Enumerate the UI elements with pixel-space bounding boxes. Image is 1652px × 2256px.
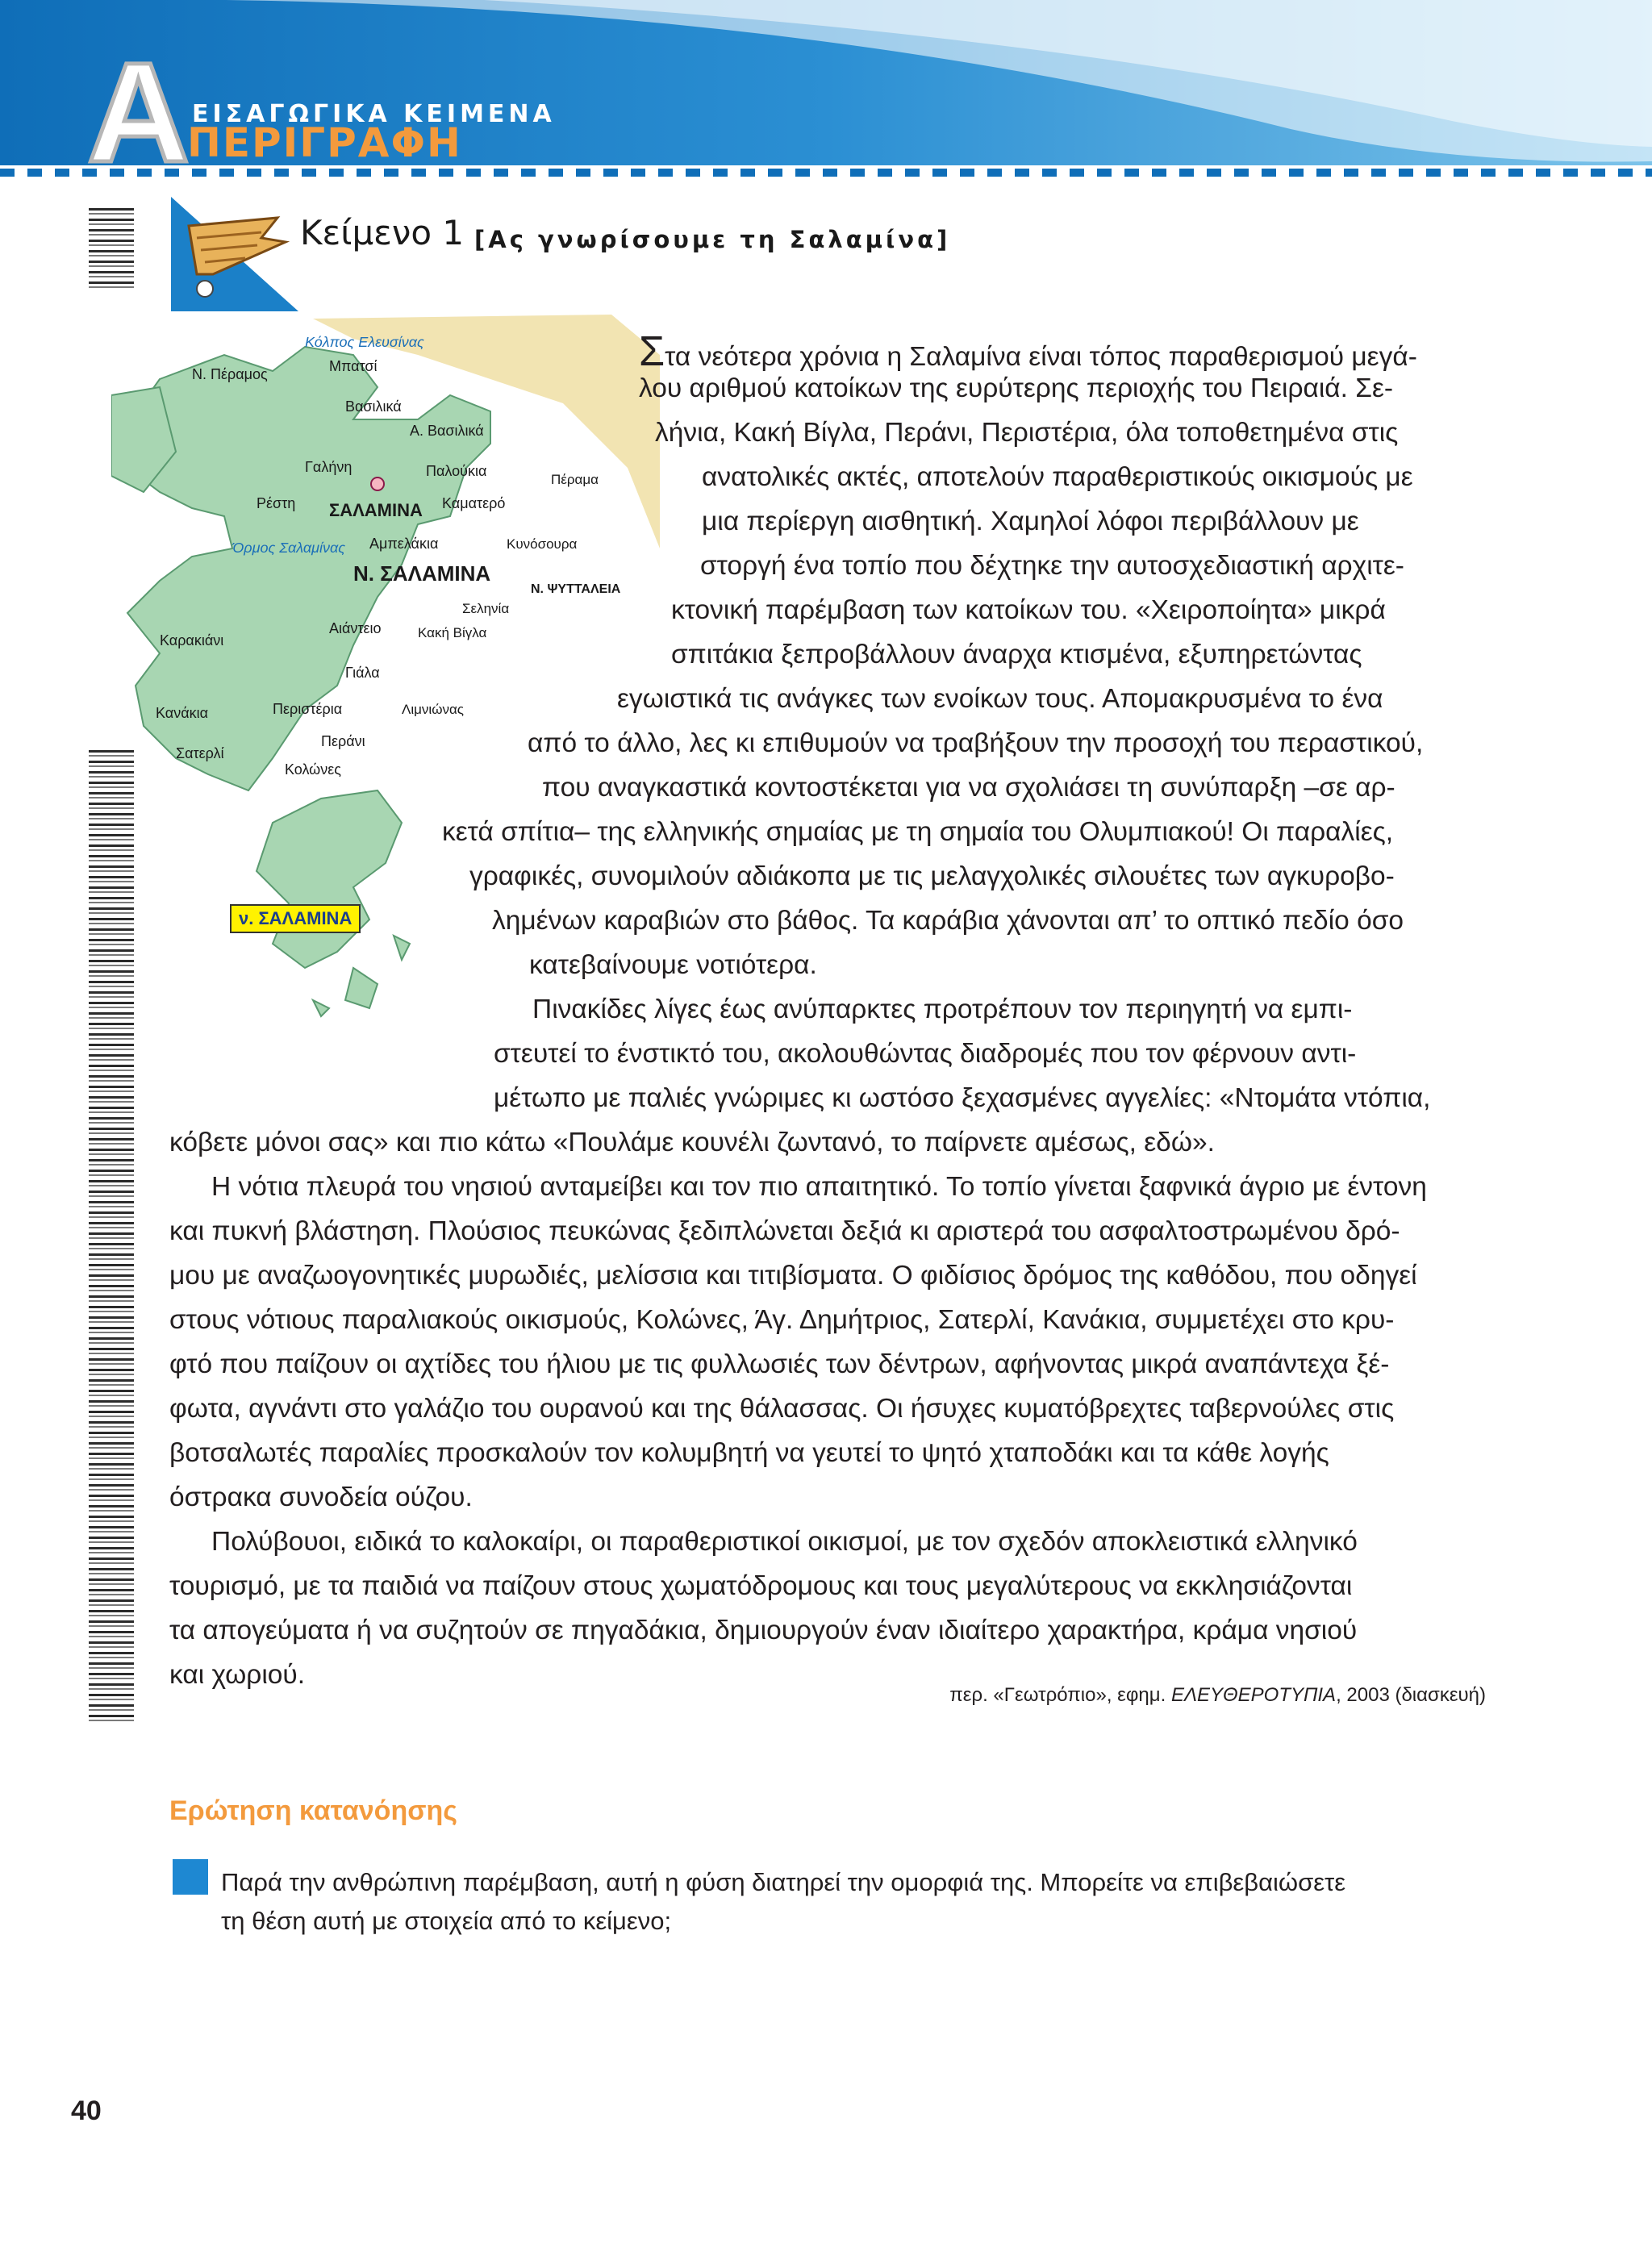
svg-text:Αιάντειο: Αιάντειο: [329, 620, 382, 636]
text-line-18: μέτωπο με παλιές γνώριμες κι ωστόσο ξεχασμένες αγγελίες: «Ντομάτα ντόπια,: [494, 1083, 1431, 1113]
text-line-19: κόβετε μόνοι σας» και πιο κάτω «Πουλάμε κουνέλι ζωντανό, το παίρνετε αμέσως, εδώ».: [169, 1128, 1215, 1157]
text-line-21: και πυκνή βλάστηση. Πλούσιος πευκώνας ξεδιπλώνεται δεξιά κι αριστερά του ασφαλτοστρωμένου δρό-: [169, 1216, 1400, 1246]
text-line-25: φωτα, αγνάντι στο γαλάζιο του ουρανού και της θάλασσας. Οι ήσυχες κυματόβρεχτες ταβερνούλες στις: [169, 1394, 1395, 1424]
section-title: ΠΕΡΙΓΡΑΦΗ: [187, 119, 462, 166]
svg-text:Κανάκια: Κανάκια: [156, 705, 209, 721]
text-line-31: και χωριού.: [169, 1660, 306, 1690]
question-text-line-1: Παρά την ανθρώπινη παρέμβαση, αυτή η φύση διατηρεί την ομορφιά της. Μπορείτε να επιβεβαιώσετε: [221, 1868, 1346, 1896]
text-line-28: Πολύβουοι, ειδικά το καλοκαίρι, οι παραθεριστικοί οικισμοί, με τον σχεδόν αποκλειστικά ελληνικό: [211, 1527, 1358, 1557]
text-line-12: κετά σπίτια– της ελληνικής σημαίας με τη σημαία του Ολυμπιακού! Οι παραλίες,: [442, 817, 1394, 847]
text-line-6: στοργή ένα τοπίο που δέχτηκε την αυτοσχεδιαστική αρχιτε-: [700, 551, 1404, 581]
svg-text:Λιμνιώνας: Λιμνιώνας: [402, 702, 464, 717]
svg-text:Ν. ΨΥΤΤΑΛΕΙΑ: Ν. ΨΥΤΤΑΛΕΙΑ: [531, 582, 621, 596]
svg-text:Κυνόσουρα: Κυνόσουρα: [507, 536, 578, 552]
svg-text:Παλούκια: Παλούκια: [426, 463, 487, 479]
text-line-30: τα απογεύματα ή να συζητούν σε πηγαδάκια, δημιουργούν έναν ιδιαίτερο χαρακτήρα, κράμα νησιού: [169, 1616, 1358, 1645]
text-line-3: λήνια, Κακή Βίγλα, Περάνι, Περιστέρια, όλα τοποθετημένα στις: [655, 418, 1399, 448]
text-line-8: σπιτάκια ξεπροβάλλουν άναρχα κτισμένα, εξυπηρετώντας: [671, 640, 1362, 669]
text-line-11: που αναγκαστικά κοντοστέκεται για να σχολιάσει τη συνύπαρξη –σε αρ-: [542, 773, 1395, 803]
svg-text:Αμπελάκια: Αμπελάκια: [369, 536, 439, 552]
svg-text:Ρέστη: Ρέστη: [257, 495, 296, 511]
text-line-5: μια περίεργη αισθητική. Χαμηλοί λόφοι περιβάλλουν με: [702, 507, 1359, 536]
page-number: 40: [71, 2095, 102, 2126]
text-line-26: βοτσαλωτές παραλίες προσκαλούν τον κολυμβητή να γευτεί το ψητό χταποδάκι και τα κάθε λογής: [169, 1438, 1329, 1468]
text-line-7: κτονική παρέμβαση των κατοίκων του. «Χειροποίητα» μικρά: [671, 595, 1386, 625]
svg-text:Κολώνες: Κολώνες: [285, 761, 341, 778]
svg-text:Πέραμα: Πέραμα: [551, 472, 599, 487]
question-text-line-2: τη θέση αυτή με στοιχεία από το κείμενο;: [221, 1907, 672, 1935]
text-line-24: φτό που παίζουν οι αχτίδες του ήλιου με τις φυλλωσιές των δέντρων, αφήνοντας μικρά αναπάντεχα ξέ-: [169, 1349, 1390, 1379]
text-line-2: λου αριθμού κατοίκων της ευρύτερης περιοχής του Πειραιά. Σε-: [639, 373, 1394, 403]
drop-cap: Σ: [639, 328, 665, 375]
svg-text:Περιστέρια: Περιστέρια: [273, 701, 343, 717]
svg-text:Σατερλί: Σατερλί: [176, 745, 224, 761]
text-line-10: από το άλλο, λες κι επιθυμούν να τραβήξουν την προσοχή του περαστικού,: [528, 728, 1424, 758]
spiral-binding-top: [89, 208, 134, 289]
svg-text:Α. Βασιλικά: Α. Βασιλικά: [410, 423, 484, 439]
text-line-14: λημένων καραβιών στο βάθος. Τα καράβια χάνονται απ’ το οπτικό πεδίο όσο: [492, 906, 1404, 936]
svg-text:Περάνι: Περάνι: [321, 733, 365, 749]
svg-text:Όρμος Σαλαμίνας: Όρμος Σαλαμίνας: [232, 540, 346, 556]
svg-text:Κακή Βίγλα: Κακή Βίγλα: [418, 625, 487, 640]
svg-text:Βασιλικά: Βασιλικά: [345, 398, 402, 415]
svg-text:Κόλπος Ελευσίνας: Κόλπος Ελευσίνας: [305, 334, 424, 350]
text-subtitle: [Ας γνωρίσουμε τη Σαλαμίνα]: [474, 226, 951, 253]
text-line-13: γραφικές, συνομιλούν αδιάκοπα με τις μελαγχολικές σιλουέτες των αγκυροβο-: [469, 861, 1395, 891]
source-citation: περ. «Γεωτρόπιο», εφημ. ΕΛΕΥΘΕΡΟΤΥΠΙΑ, 2003 (διασκευή): [949, 1684, 1486, 1706]
text-line-17: στευτεί το ένστικτό του, ακολουθώντας διαδρομές που τον φέρνουν αντι-: [494, 1039, 1357, 1069]
text-line-22: μου με αναζωογονητικές μυρωδιές, μελίσσια και τιτιβίσματα. Ο φιδίσιος δρόμος της καθόδου, που οδηγεί: [169, 1261, 1417, 1291]
inset-label: ν. ΣΑΛΑΜΙΝΑ: [239, 908, 353, 928]
question-bullet-icon: [173, 1859, 208, 1895]
chapter-header: [0, 0, 1652, 192]
section-label: ΕΙΣΑΓΩΓΙΚΑ ΚΕΙΜΕΝΑ: [192, 100, 556, 128]
svg-text:Ν. Πέραμος: Ν. Πέραμος: [192, 366, 268, 382]
text-line-29: τουρισμό, με τα παιδιά να παίζουν στους χωματόδρομους και τους μεγαλύτερους να εκκλησιάζονται: [169, 1571, 1353, 1601]
svg-text:Σεληνία: Σεληνία: [462, 601, 510, 616]
question-heading: Ερώτηση κατανόησης: [169, 1795, 457, 1826]
svg-text:Ν. ΣΑΛΑΜΙΝΑ: Ν. ΣΑΛΑΜΙΝΑ: [353, 561, 491, 586]
text-line-16: Πινακίδες λίγες έως ανύπαρκτες προτρέπουν τον περιηγητή να εμπι-: [532, 995, 1353, 1024]
svg-text:ΣΑΛΑΜΙΝΑ: ΣΑΛΑΜΙΝΑ: [329, 500, 423, 520]
text-line-1: Στα νεότερα χρόνια η Σαλαμίνα είναι τόπος παραθερισμού μεγά-: [639, 328, 1417, 375]
text-line-4: ανατολικές ακτές, αποτελούν παραθεριστικούς οικισμούς με: [702, 462, 1413, 492]
reading-icon: [165, 194, 302, 315]
text-line-23: στους νότιους παραλιακούς οικισμούς, Κολώνες, Άγ. Δημήτριος, Σατερλί, Κανάκια, συμμετέχει στο κρυ-: [169, 1305, 1395, 1335]
text-title: Κείμενο 1: [300, 213, 465, 252]
text-line-20: Η νότια πλευρά του νησιού ανταμείβει και τον πιο απαιτητικό. Το τοπίο γίνεται ξαφνικά άγριο με έντονη: [211, 1172, 1427, 1202]
svg-text:Καματερό: Καματερό: [442, 495, 506, 511]
text-line-27: όστρακα συνοδεία ούζου.: [169, 1482, 473, 1512]
svg-text:Γιάλα: Γιάλα: [345, 665, 380, 681]
text-line-15: κατεβαίνουμε νοτιότερα.: [529, 950, 817, 980]
chapter-letter: Α: [87, 34, 190, 192]
svg-text:Μπατσί: Μπατσί: [329, 358, 378, 374]
text-line-9: εγωιστικά τις ανάγκες των ενοίκων τους. Απομακρυσμένα το ένα: [617, 684, 1383, 714]
svg-text:Καρακιάνι: Καρακιάνι: [160, 632, 224, 648]
svg-text:Γαλήνη: Γαλήνη: [305, 459, 353, 475]
